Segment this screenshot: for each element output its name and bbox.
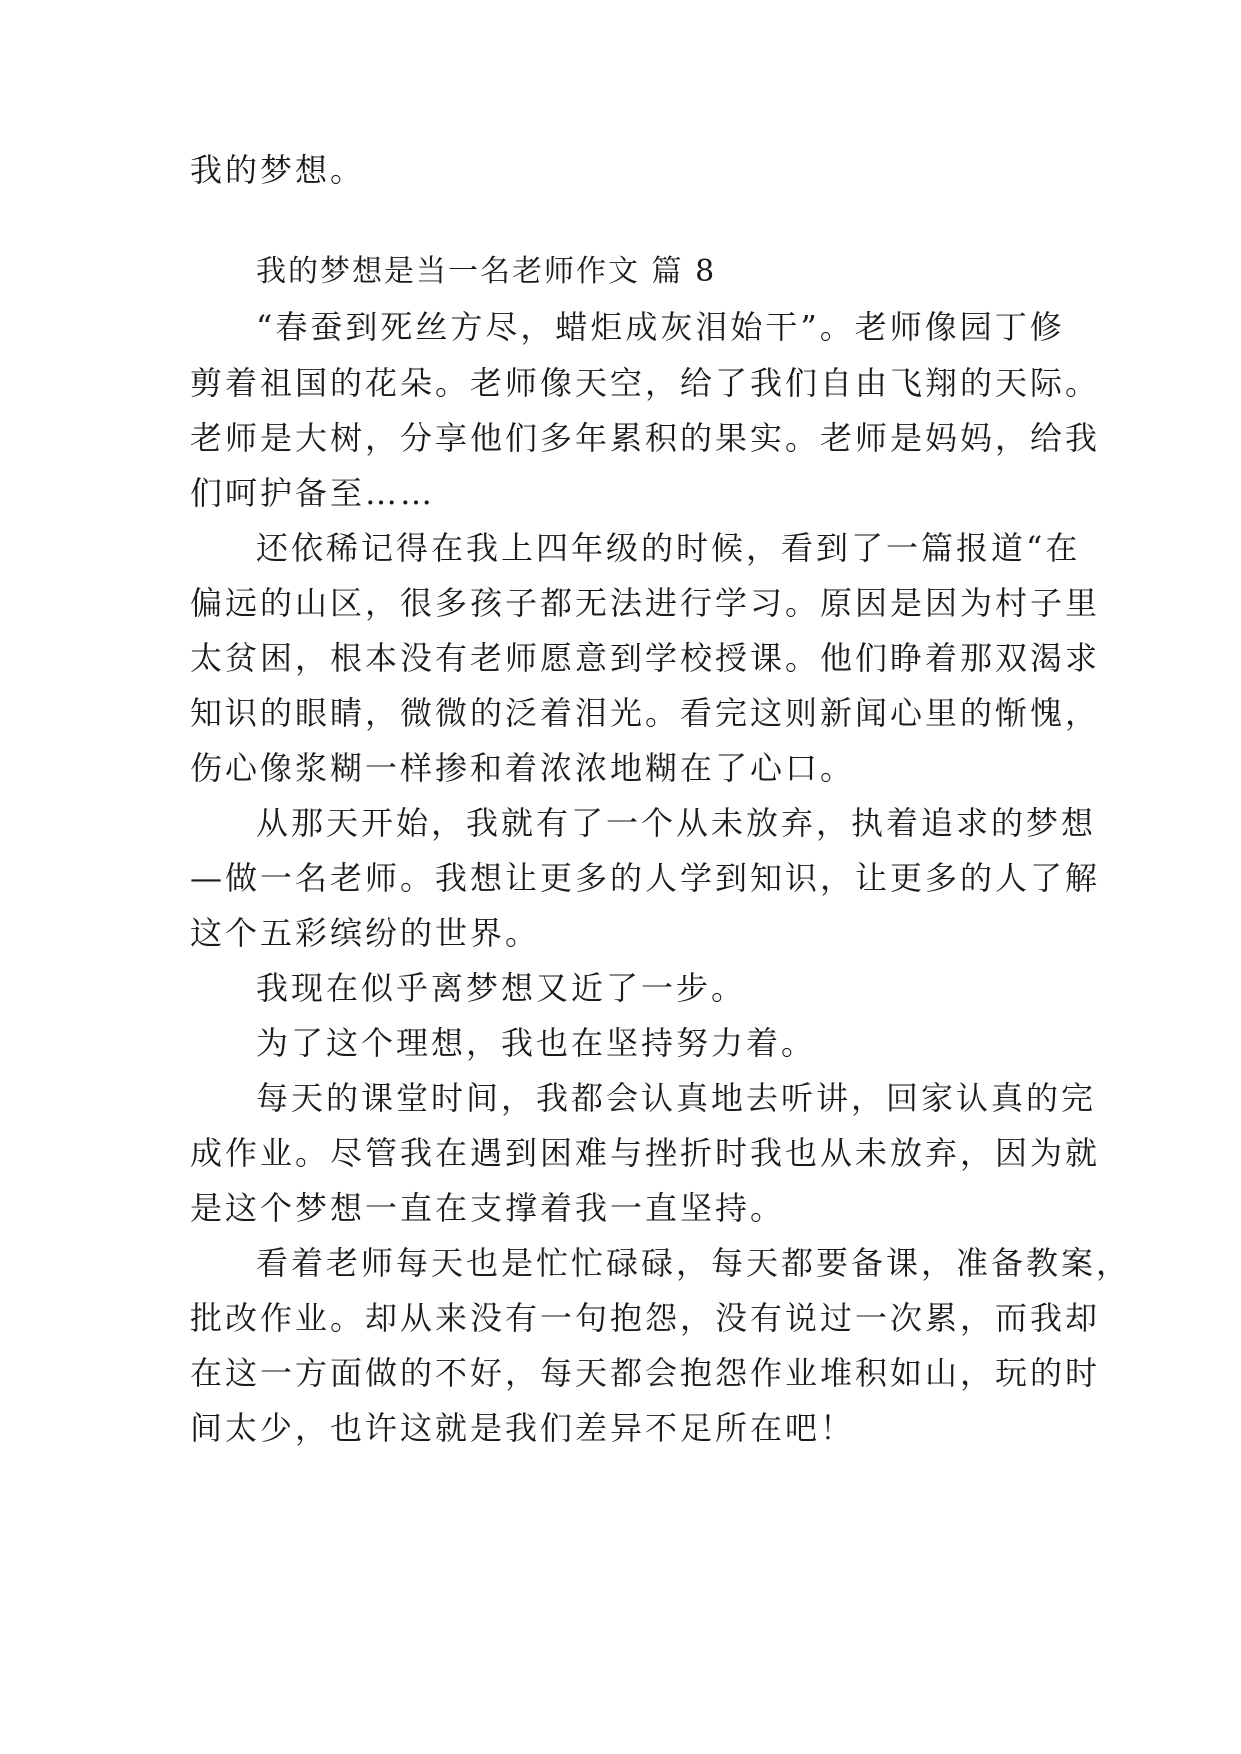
text-line: 太贫困，根本没有老师愿意到学校授课。他们睁着那双渴求 [190, 639, 1101, 677]
article-heading: 我的梦想是当一名老师作文 篇 8 [256, 254, 717, 289]
text-line: 是这个梦想一直在支撑着我一直坚持。 [190, 1189, 786, 1227]
paragraph-fragment: 我的梦想。 [190, 151, 366, 189]
text-line: 每天的课堂时间，我都会认真地去听讲，回家认真的完 [256, 1079, 1097, 1117]
text-line: 看着老师每天也是忙忙碌碌，每天都要备课，准备教案， [256, 1244, 1132, 1282]
text-line: 老师是大树，分享他们多年累积的果实。老师是妈妈，给我 [190, 419, 1101, 457]
text-line: 们呵护备至…… [190, 474, 436, 512]
text-line: 在这一方面做的不好，每天都会抱怨作业堆积如山，玩的时 [190, 1354, 1101, 1392]
text-line: 我现在似乎离梦想又近了一步。 [256, 969, 747, 1007]
text-line: “春蚕到死丝方尽，蜡炬成灰泪始干”。老师像园丁修 [256, 308, 1065, 346]
text-line: 间太少，也许这就是我们差异不足所在吧！ [190, 1409, 856, 1447]
text-line: 剪着祖国的花朵。老师像天空，给了我们自由飞翔的天际。 [190, 364, 1101, 402]
text-line: 成作业。尽管我在遇到困难与挫折时我也从未放弃，因为就 [190, 1134, 1101, 1172]
text-line: 还依稀记得在我上四年级的时候，看到了一篇报道“在 [256, 529, 1081, 567]
text-line: 偏远的山区，很多孩子都无法进行学习。原因是因为村子里 [190, 584, 1101, 622]
text-line: 从那天开始，我就有了一个从未放弃，执着追求的梦想 [256, 804, 1097, 842]
text-line: 为了这个理想，我也在坚持努力着。 [256, 1024, 817, 1062]
text-line: 批改作业。却从来没有一句抱怨，没有说过一次累，而我却 [190, 1299, 1101, 1337]
text-line: 知识的眼睛，微微的泛着泪光。看完这则新闻心里的惭愧， [190, 694, 1101, 732]
text-line: 伤心像浆糊一样掺和着浓浓地糊在了心口。 [190, 749, 856, 787]
text-line: 这个五彩缤纷的世界。 [190, 914, 541, 952]
text-line: —做一名老师。我想让更多的人学到知识，让更多的人了解 [190, 859, 1101, 897]
